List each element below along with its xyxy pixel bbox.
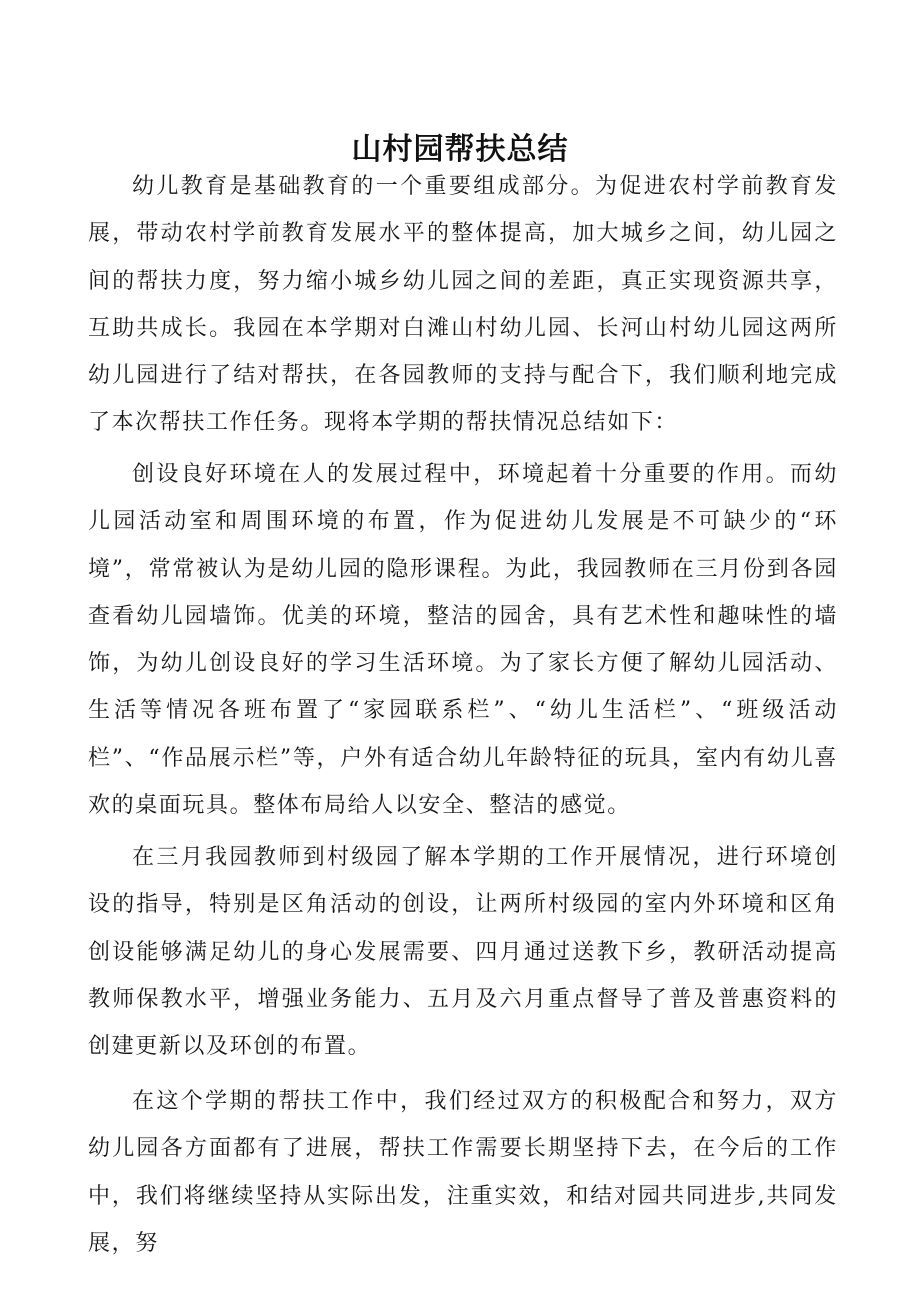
paragraph-guidance: 在三月我园教师到村级园了解本学期的工作开展情况，进行环境创设的指导，特别是区角活动的创设，让两所村级园的室内外环境和区角创设能够满足幼儿的身心发展需要、四月通过送教下乡，教研活动提高教师保教水平，增强业务能力、五月及六月重点督导了普及普惠资料的创建更新以及环创的布置。 [88, 845, 838, 1060]
paragraph-intro: 幼儿教育是基础教育的一个重要组成部分。为促进农村学前教育发展，带动农村学前教育发展水平的整体提高，加大城乡之间，幼儿园之间的帮扶力度，努力缩小城乡幼儿园之间的差距，真正实现资源共享，互助共成长。我园在本学期对白滩山村幼儿园、长河山村幼儿园这两所幼儿园进行了结对帮扶，在各园教师的支持与配合下，我们顺利地完成了本次帮扶工作任务。现将本学期的帮扶情况总结如下： [88, 174, 838, 436]
document-title: 山村园帮扶总结 [351, 132, 569, 168]
paragraph-conclusion: 在这个学期的帮扶工作中，我们经过双方的积极配合和努力，双方幼儿园各方面都有了进展，帮扶工作需要长期坚持下去，在今后的工作中，我们将继续坚持从实际出发，注重实效，和结对园共同进步,共同发展，努 [88, 1089, 838, 1256]
paragraph-environment: 创设良好环境在人的发展过程中，环境起着十分重要的作用。而幼儿园活动室和周围环境的布置，作为促进幼儿发展是不可缺少的“环境”，常常被认为是幼儿园的隐形课程。为此，我园教师在三月份到各园查看幼儿园墙饰。优美的环境，整洁的园舍，具有艺术性和趣味性的墙饰，为幼儿创设良好的学习生活环境。为了家长方便了解幼儿园活动、生活等情况各班布置了“家园联系栏”、“幼儿生活栏”、“班级活动栏”、“作品展示栏”等，户外有适合幼儿年龄特征的玩具，室内有幼儿喜欢的桌面玩具。整体布局给人以安全、整洁的感觉。 [88, 462, 838, 819]
